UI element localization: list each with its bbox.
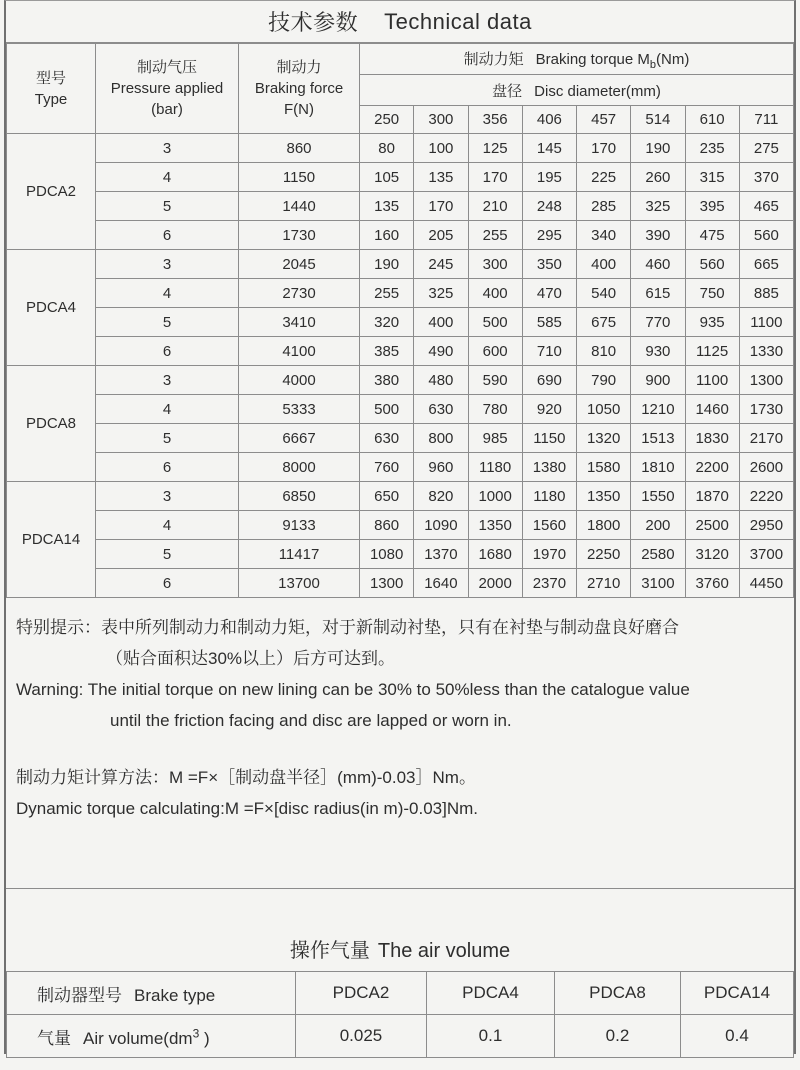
diameter-value: 300 (414, 106, 468, 134)
formula-en: Dynamic torque calculating:M =F×[disc radius(in m)-0.03]Nm. (16, 799, 478, 818)
model-cell: PDCA8 (7, 366, 96, 482)
torque-cell: 380 (360, 366, 414, 395)
document-frame (4, 0, 796, 1054)
torque-cell: 935 (685, 308, 739, 337)
torque-cell: 1100 (685, 366, 739, 395)
table-row (7, 250, 794, 279)
torque-cell: 2200 (685, 453, 739, 482)
torque-cell: 1830 (685, 424, 739, 453)
torque-cell: 170 (414, 192, 468, 221)
pressure-cell: 6 (96, 221, 239, 250)
torque-cell: 1560 (522, 511, 576, 540)
torque-cell: 275 (739, 134, 793, 163)
torque-cell: 1350 (468, 511, 522, 540)
torque-cell: 1640 (414, 569, 468, 598)
torque-cell: 460 (631, 250, 685, 279)
force-cell: 13700 (239, 569, 360, 598)
torque-cell: 1730 (739, 395, 793, 424)
table-row (7, 453, 794, 482)
torque-cell: 2000 (468, 569, 522, 598)
torque-cell: 1320 (577, 424, 631, 453)
torque-cell: 105 (360, 163, 414, 192)
table-row (7, 279, 794, 308)
diameter-value: 711 (739, 106, 793, 134)
torque-cell: 325 (414, 279, 468, 308)
pressure-cell: 4 (96, 163, 239, 192)
torque-cell: 585 (522, 308, 576, 337)
torque-cell: 690 (522, 366, 576, 395)
torque-cell: 860 (360, 511, 414, 540)
table-row (7, 569, 794, 598)
pressure-cell: 6 (96, 453, 239, 482)
torque-cell: 490 (414, 337, 468, 366)
force-cell: 6667 (239, 424, 360, 453)
air-volume-header-row (7, 972, 794, 1015)
torque-cell: 320 (360, 308, 414, 337)
torque-cell: 385 (360, 337, 414, 366)
torque-cell: 1000 (468, 482, 522, 511)
table-row (7, 337, 794, 366)
torque-cell: 560 (739, 221, 793, 250)
torque-cell: 615 (631, 279, 685, 308)
torque-cell: 540 (577, 279, 631, 308)
warning-zh-line2: （贴合面积达30%以上）后方可达到。 (106, 649, 396, 668)
torque-cell: 295 (522, 221, 576, 250)
force-cell: 2045 (239, 250, 360, 279)
pressure-cell: 4 (96, 395, 239, 424)
diameter-value: 356 (468, 106, 522, 134)
table-row (7, 308, 794, 337)
pressure-cell: 5 (96, 192, 239, 221)
torque-cell: 1380 (522, 453, 576, 482)
torque-cell: 985 (468, 424, 522, 453)
diameter-value: 514 (631, 106, 685, 134)
force-cell: 4000 (239, 366, 360, 395)
main-title (6, 1, 794, 43)
torque-cell: 560 (685, 250, 739, 279)
torque-cell: 3700 (739, 540, 793, 569)
torque-cell: 245 (414, 250, 468, 279)
torque-cell: 1370 (414, 540, 468, 569)
torque-cell: 1210 (631, 395, 685, 424)
torque-cell: 400 (577, 250, 631, 279)
pressure-cell: 4 (96, 279, 239, 308)
torque-cell: 675 (577, 308, 631, 337)
table-row (7, 163, 794, 192)
torque-cell: 255 (360, 279, 414, 308)
force-cell: 3410 (239, 308, 360, 337)
pressure-cell: 6 (96, 337, 239, 366)
diameter-value: 610 (685, 106, 739, 134)
pressure-cell: 3 (96, 482, 239, 511)
torque-cell: 2170 (739, 424, 793, 453)
torque-cell: 1080 (360, 540, 414, 569)
torque-cell: 100 (414, 134, 468, 163)
force-cell: 9133 (239, 511, 360, 540)
torque-cell: 190 (631, 134, 685, 163)
col-header-pressure: 制动气压 Pressure applied (bar) (96, 44, 239, 134)
notes-section (6, 598, 794, 889)
technical-data-table (6, 43, 794, 598)
force-cell: 6850 (239, 482, 360, 511)
col-header-braking-torque: 制动力矩 Braking torque $M_b(Nm)$ (360, 44, 794, 75)
col-header-type: 型号 Type (7, 44, 96, 134)
pressure-cell: 5 (96, 540, 239, 569)
torque-cell: 1180 (468, 453, 522, 482)
warning-en-line2: until the friction facing and disc are lapped or worn in. (110, 711, 512, 730)
torque-cell: 3120 (685, 540, 739, 569)
torque-cell: 2580 (631, 540, 685, 569)
torque-cell: 750 (685, 279, 739, 308)
torque-cell: 190 (360, 250, 414, 279)
force-cell: 1730 (239, 221, 360, 250)
air-volume-title (6, 889, 794, 971)
torque-cell: 2600 (739, 453, 793, 482)
torque-cell: 1800 (577, 511, 631, 540)
torque-cell: 500 (468, 308, 522, 337)
torque-cell: 248 (522, 192, 576, 221)
torque-cell: 900 (631, 366, 685, 395)
torque-cell: 3760 (685, 569, 739, 598)
torque-cell: 325 (631, 192, 685, 221)
torque-cell: 810 (577, 337, 631, 366)
table-row (7, 511, 794, 540)
torque-cell: 225 (577, 163, 631, 192)
diameter-value: 406 (522, 106, 576, 134)
air-volume-value: 0.4 (681, 1015, 794, 1058)
torque-cell: 260 (631, 163, 685, 192)
torque-cell: 350 (522, 250, 576, 279)
torque-cell: 630 (360, 424, 414, 453)
torque-cell: 465 (739, 192, 793, 221)
torque-cell: 2250 (577, 540, 631, 569)
warning-zh-line1: 特别提示：表中所列制动力和制动力矩，对于新制动衬垫，只有在衬垫与制动盘良好磨合 (16, 618, 679, 637)
torque-cell: 2370 (522, 569, 576, 598)
force-cell: 1150 (239, 163, 360, 192)
table-row (7, 221, 794, 250)
torque-cell: 145 (522, 134, 576, 163)
force-cell: 2730 (239, 279, 360, 308)
torque-cell: 1330 (739, 337, 793, 366)
pressure-cell: 3 (96, 250, 239, 279)
torque-cell: 170 (577, 134, 631, 163)
torque-cell: 960 (414, 453, 468, 482)
torque-cell: 500 (360, 395, 414, 424)
main-title-en: Technical data (384, 8, 532, 34)
brake-model-cell: PDCA2 (296, 972, 427, 1015)
model-cell: PDCA4 (7, 250, 96, 366)
torque-cell: 600 (468, 337, 522, 366)
torque-cell: 650 (360, 482, 414, 511)
table-row (7, 424, 794, 453)
torque-cell: 1680 (468, 540, 522, 569)
torque-cell: 1150 (522, 424, 576, 453)
torque-cell: 4450 (739, 569, 793, 598)
torque-cell: 125 (468, 134, 522, 163)
brake-type-label: 制动器型号 Brake type (7, 972, 296, 1015)
air-volume-title-en: The air volume (377, 940, 511, 962)
torque-cell: 590 (468, 366, 522, 395)
table-row (7, 482, 794, 511)
brake-model-cell: PDCA8 (555, 972, 681, 1015)
torque-cell: 1300 (360, 569, 414, 598)
pressure-cell: 3 (96, 366, 239, 395)
torque-cell: 395 (685, 192, 739, 221)
torque-cell: 790 (577, 366, 631, 395)
torque-cell: 370 (739, 163, 793, 192)
torque-cell: 170 (468, 163, 522, 192)
force-cell: 8000 (239, 453, 360, 482)
force-cell: 11417 (239, 540, 360, 569)
torque-cell: 665 (739, 250, 793, 279)
torque-cell: 710 (522, 337, 576, 366)
formula-zh: 制动力矩计算方法：M =F×［制动盘半径］(mm)-0.03］Nm。 (16, 768, 476, 787)
model-cell: PDCA14 (7, 482, 96, 598)
force-cell: 5333 (239, 395, 360, 424)
torque-cell: 780 (468, 395, 522, 424)
table-row (7, 134, 794, 163)
torque-cell: 2950 (739, 511, 793, 540)
table-row (7, 192, 794, 221)
air-volume-table (6, 971, 794, 1058)
table-row (7, 540, 794, 569)
torque-cell: 200 (631, 511, 685, 540)
torque-cell: 1125 (685, 337, 739, 366)
model-cell: PDCA2 (7, 134, 96, 250)
torque-cell: 770 (631, 308, 685, 337)
torque-cell: 135 (360, 192, 414, 221)
col-header-disc-diameter: 盘径 Disc diameter(mm) (360, 75, 794, 106)
table-row (7, 395, 794, 424)
torque-cell: 1513 (631, 424, 685, 453)
torque-cell: 1350 (577, 482, 631, 511)
torque-cell: 630 (414, 395, 468, 424)
torque-cell: 1180 (522, 482, 576, 511)
torque-cell: 205 (414, 221, 468, 250)
main-title-zh: 技术参数 (268, 10, 359, 35)
torque-cell: 300 (468, 250, 522, 279)
torque-cell: 1550 (631, 482, 685, 511)
torque-cell: 400 (414, 308, 468, 337)
torque-cell: 2220 (739, 482, 793, 511)
torque-cell: 885 (739, 279, 793, 308)
pressure-cell: 5 (96, 308, 239, 337)
col-header-force: 制动力 Braking force F(N) (239, 44, 360, 134)
torque-cell: 285 (577, 192, 631, 221)
torque-cell: 3100 (631, 569, 685, 598)
torque-cell: 820 (414, 482, 468, 511)
torque-cell: 255 (468, 221, 522, 250)
torque-cell: 1970 (522, 540, 576, 569)
pressure-cell: 5 (96, 424, 239, 453)
torque-cell: 1300 (739, 366, 793, 395)
pressure-cell: 6 (96, 569, 239, 598)
torque-cell: 390 (631, 221, 685, 250)
diameter-value: 457 (577, 106, 631, 134)
warning-en-line1: Warning: The initial torque on new lining can be 30% to 50%less than the catalogue value (16, 680, 690, 699)
torque-cell: 195 (522, 163, 576, 192)
torque-cell: 1100 (739, 308, 793, 337)
torque-cell: 1090 (414, 511, 468, 540)
torque-cell: 400 (468, 279, 522, 308)
brake-model-cell: PDCA14 (681, 972, 794, 1015)
torque-cell: 80 (360, 134, 414, 163)
diameter-value: 250 (360, 106, 414, 134)
torque-cell: 1870 (685, 482, 739, 511)
torque-cell: 1460 (685, 395, 739, 424)
torque-cell: 340 (577, 221, 631, 250)
torque-cell: 2500 (685, 511, 739, 540)
torque-cell: 760 (360, 453, 414, 482)
air-volume-value: 0.1 (427, 1015, 555, 1058)
torque-cell: 235 (685, 134, 739, 163)
pressure-cell: 4 (96, 511, 239, 540)
torque-cell: 1050 (577, 395, 631, 424)
torque-cell: 470 (522, 279, 576, 308)
torque-cell: 135 (414, 163, 468, 192)
torque-cell: 1580 (577, 453, 631, 482)
torque-cell: 800 (414, 424, 468, 453)
force-cell: 1440 (239, 192, 360, 221)
force-cell: 860 (239, 134, 360, 163)
torque-cell: 2710 (577, 569, 631, 598)
torque-cell: 475 (685, 221, 739, 250)
brake-model-cell: PDCA4 (427, 972, 555, 1015)
partial-next-row (6, 1058, 794, 1070)
torque-cell: 160 (360, 221, 414, 250)
air-volume-value: 0.2 (555, 1015, 681, 1058)
table-row (7, 366, 794, 395)
air-volume-title-zh: 操作气量 (289, 940, 370, 962)
air-volume-values-row (7, 1015, 794, 1058)
torque-cell: 480 (414, 366, 468, 395)
torque-cell: 210 (468, 192, 522, 221)
torque-cell: 920 (522, 395, 576, 424)
torque-cell: 1810 (631, 453, 685, 482)
torque-cell: 315 (685, 163, 739, 192)
force-cell: 4100 (239, 337, 360, 366)
torque-cell: 930 (631, 337, 685, 366)
pressure-cell: 3 (96, 134, 239, 163)
air-volume-value: 0.025 (296, 1015, 427, 1058)
air-volume-label: 气量 Air $volume(dm^3$ ) (7, 1015, 296, 1058)
